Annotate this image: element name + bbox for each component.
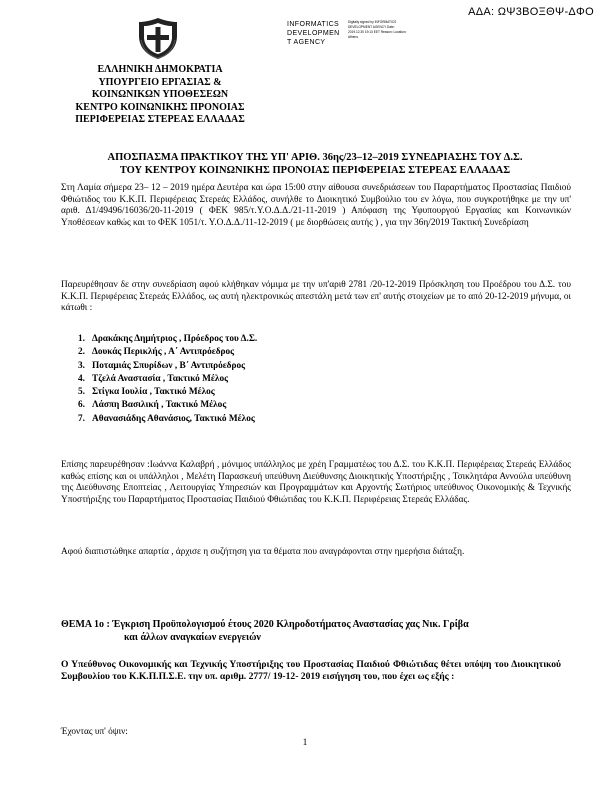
signature-line: DEVELOPMEN xyxy=(287,30,340,37)
hellenic-emblem-icon xyxy=(137,16,179,60)
org-line: ΕΛΛΗΝΙΚΗ ΔΗΜΟΚΡΑΤΙΑ xyxy=(97,64,223,75)
page-number: 1 xyxy=(302,738,308,748)
list-item: 5. Στίγκα Ιουλία , Τακτικό Μέλος xyxy=(78,387,215,398)
agenda-item-heading xyxy=(61,619,571,644)
title-line: ΤΟΥ ΚΕΝΤΡΟΥ ΚΟΙΝΩΝΙΚΗΣ ΠΡΟΝΟΙΑΣ ΠΕΡΙΦΕΡΕΙΑΣ ΣΤΕΡΕΑΣ ΕΛΛΑΔΑΣ xyxy=(119,165,511,176)
also-present-paragraph: Επίσης παρευρέθησαν :Ιωάννα Καλαβρή , μόνιμος υπάλληλος με χρέη Γραμματέως του Δ.Σ. του Κ.Κ.Π. Περιφέρειας Στερεάς Ελλάδος καθώς επίσης και οι υπάλληλοι , Μελέτη Παρασκευή υπεύθυνη Διεύθυνσης Διοικητικής Υποστήριξης , Τσικλητάρα Αννούλα υπεύθυνη της Διεύθυνσης Εποπτείας , Λειτουργίας Υπηρεσιών και Προγραμμάτων και Αρχοντής Σωτήριος υπεύθυνος Οικονομικής & Τεχνικής Υποστήριξης του Παραρτήματος Προστασίας Παιδιού Φθιώτιδας του Κ.Κ.Π. Περιφέρειας Στερεάς Ελλάδας. xyxy=(61,460,571,505)
intro-paragraph: Στη Λαμία σήμερα 23– 12 – 2019 ημέρα Δευτέρα και ώρα 15:00 στην αίθουσα συνεδριάσεων του Παραρτήματος Προστασίας Παιδιού Φθιώτιδος του Κ.Κ.Π. Περιφέρειας Στερεάς Ελλάδος, συνήλθε το Διοικητικό Συμβούλιο του εν λόγω, που συγκροτήθηκε με την υπ' αριθ. Δ1/49496/16036/20-11-2019 ( ΦΕΚ 985/τ.Υ.Ο.Δ.Δ./21-11-2019 ) Απόφαση της Υφυπουργού Εργασίας και Κοινωνικών Υποθέσεων καθώς και το ΦΕΚ 1051/τ. Υ.Ο.Δ.Δ./11-12-2019 ( με διορθώσεις αυτής ) , για την 36η/2019 Τακτική Συνεδρίαση xyxy=(61,183,571,228)
org-line: ΚΟΙΝΩΝΙΚΩΝ ΥΠΟΘΕΣΕΩΝ xyxy=(91,89,229,101)
org-line: ΥΠΟΥΡΓΕΙΟ ΕΡΓΑΣΙΑΣ & xyxy=(98,76,222,88)
digital-signature-label xyxy=(287,20,340,47)
title-line: ΑΠΟΣΠΑΣΜΑ ΠΡΑΚΤΙΚΟΥ ΤΗΣ ΥΠ' ΑΡΙΘ. 36ης/23–12–2019 ΣΥΝΕΔΡΙΑΣΗΣ ΤΟΥ Δ.Σ. xyxy=(107,152,523,163)
digital-signature-details: Digitally signed by INFORMATICS DEVELOPMENT AGENCY Date: 2019.12.30 19:13 EET Reason: Location: Athens xyxy=(348,20,407,39)
list-item: 1. Δρακάκης Δημήτριος , Πρόεδρος του Δ.Σ. xyxy=(78,334,258,344)
proposal-paragraph: Ο Υπεύθυνος Οικονομικής και Τεχνικής Υποστήριξης του Προστασίας Παιδιού Φθιώτιδας θέτει υπόψη του Διοικητικού Συμβουλίου του Κ.Κ.Π.Π.Σ.Ε. την υπ. αριθμ. 2777/ 19-12- 2019 εισήγηση του, που έχει ως εξής : xyxy=(61,659,561,682)
ada-code: ΑΔΑ: ΩΨ3ΒΟΞΘΨ-ΔΦΟ xyxy=(468,6,594,18)
list-item: 7. Αθανασιάδης Αθανάσιος, Τακτικό Μέλος xyxy=(78,413,255,424)
organization-header xyxy=(40,64,280,127)
agenda-line: και άλλων αναγκαίων ενεργειών xyxy=(124,631,261,643)
org-line: ΠΕΡΙΦΕΡΕΙΑΣ ΣΤΕΡΕΑΣ ΕΛΛΑΔΑΣ xyxy=(75,114,245,126)
list-item: 2. Δουκάς Περικλής , Α΄ Αντιπρόεδρος xyxy=(78,347,235,358)
list-item: 3. Ποταμιάς Σπυρίδων , Β΄ Αντιπρόεδρος xyxy=(78,360,246,371)
document-title xyxy=(60,151,570,177)
agenda-line: ΘΕΜΑ 1ο : Έγκριση Προϋπολογισμού έτους 2020 Κληροδοτήματος Αναστασίας χας Νικ. Γρίβα xyxy=(61,619,469,630)
quorum-paragraph: Αφού διαπιστώθηκε απαρτία , άρχισε η συζήτηση για τα θέματα που αναγράφονται στην ημερήσια διάταξη. xyxy=(61,547,465,557)
members-list xyxy=(78,333,257,426)
org-line: ΚΕΝΤΡΟ ΚΟΙΝΩΝΙΚΗΣ ΠΡΟΝΟΙΑΣ xyxy=(75,101,245,113)
list-item: 4. Τζελά Αναστασία , Τακτικό Μέλος xyxy=(78,373,229,384)
signature-line: INFORMATICS xyxy=(287,21,340,28)
list-item: 6. Λάσπη Βασιλική , Τακτικό Μέλος xyxy=(78,400,227,411)
considering-label: Έχοντας υπ' όψιν: xyxy=(61,727,128,737)
attendance-paragraph: Παρευρέθησαν δε στην συνεδρίαση αφού κλήθηκαν νόμιμα με την υπ'αριθ 2781 /20-12-2019 Πρόσκληση του Προέδρου του Δ.Σ. του Κ.Κ.Π. Περιφέρειας Στερεάς Ελλάδος, ως αυτή ηλεκτρονικώς απεστάλη μετά των επ' αυτής στοιχείων με το από 20-12-2019 μήνυμα, οι κάτωθι : xyxy=(61,280,571,314)
signature-line: T AGENCY xyxy=(287,39,326,46)
